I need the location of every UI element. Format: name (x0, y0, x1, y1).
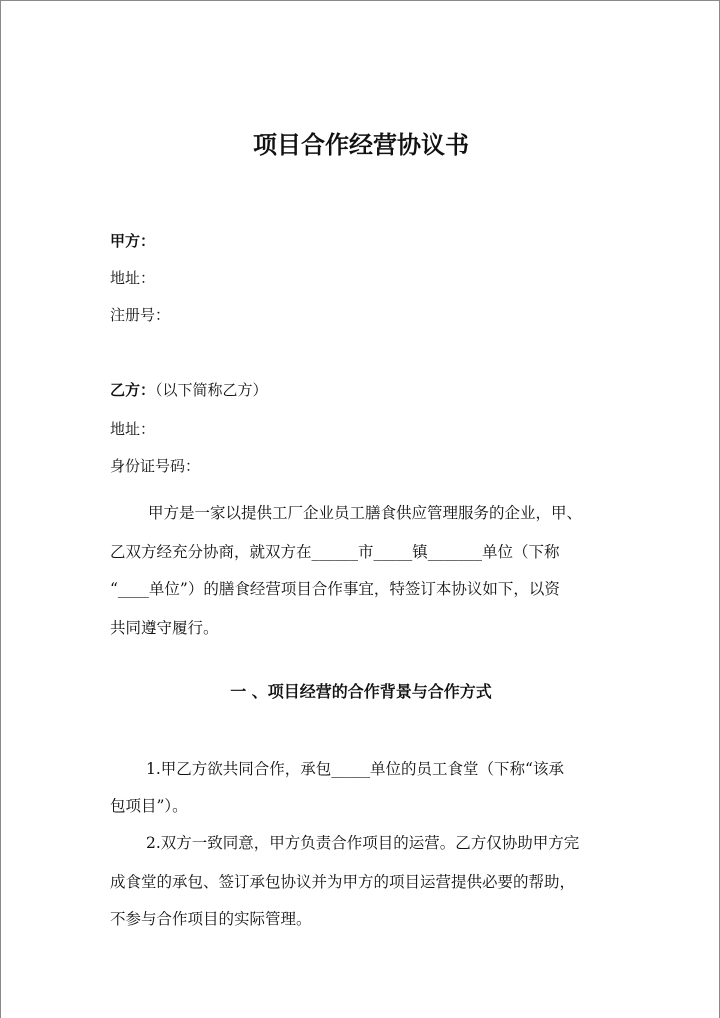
party-a-registration: 注册号： (110, 306, 171, 324)
clause-line: 包项目”）。 (110, 797, 188, 815)
section-heading: 一 、项目经营的合作背景与合作方式 (230, 682, 492, 701)
intro-line: 甲方是一家以提供工厂企业员工膳食供应管理服务的企业，甲、 (148, 504, 583, 522)
document-title: 项目合作经营协议书 (253, 131, 469, 159)
intro-line: “____单位”）的膳食经营项目合作事宜，特签订本协议如下，以资 (110, 580, 560, 598)
party-b-line (110, 379, 268, 401)
party-a-address: 地址： (110, 269, 156, 287)
party-b-address: 地址： (110, 420, 156, 438)
clause-line: 成食堂的承包、签订承包协议并为甲方的项目运营提供必要的帮助， (110, 873, 576, 891)
clause-line: 不参与合作项目的实际管理。 (110, 910, 312, 928)
party-b-label-suffix: （以下简称乙方） (155, 381, 268, 399)
clause-line: 2.双方一致同意，甲方负责合作项目的运营。乙方仅协助甲方完 (146, 834, 580, 852)
party-a-label: 甲方： (110, 232, 156, 250)
intro-line: 共同遵守履行。 (110, 619, 219, 637)
party-b-id-number: 身份证号码： (110, 457, 201, 475)
intro-line: 乙双方经充分协商，就双方在______市_____镇_______单位（下称 (110, 543, 560, 561)
party-b-label: 乙方： (110, 381, 156, 399)
clause-line: 1.甲乙方欲共同合作，承包_____单位的员工食堂（下称“该承 (146, 760, 564, 778)
